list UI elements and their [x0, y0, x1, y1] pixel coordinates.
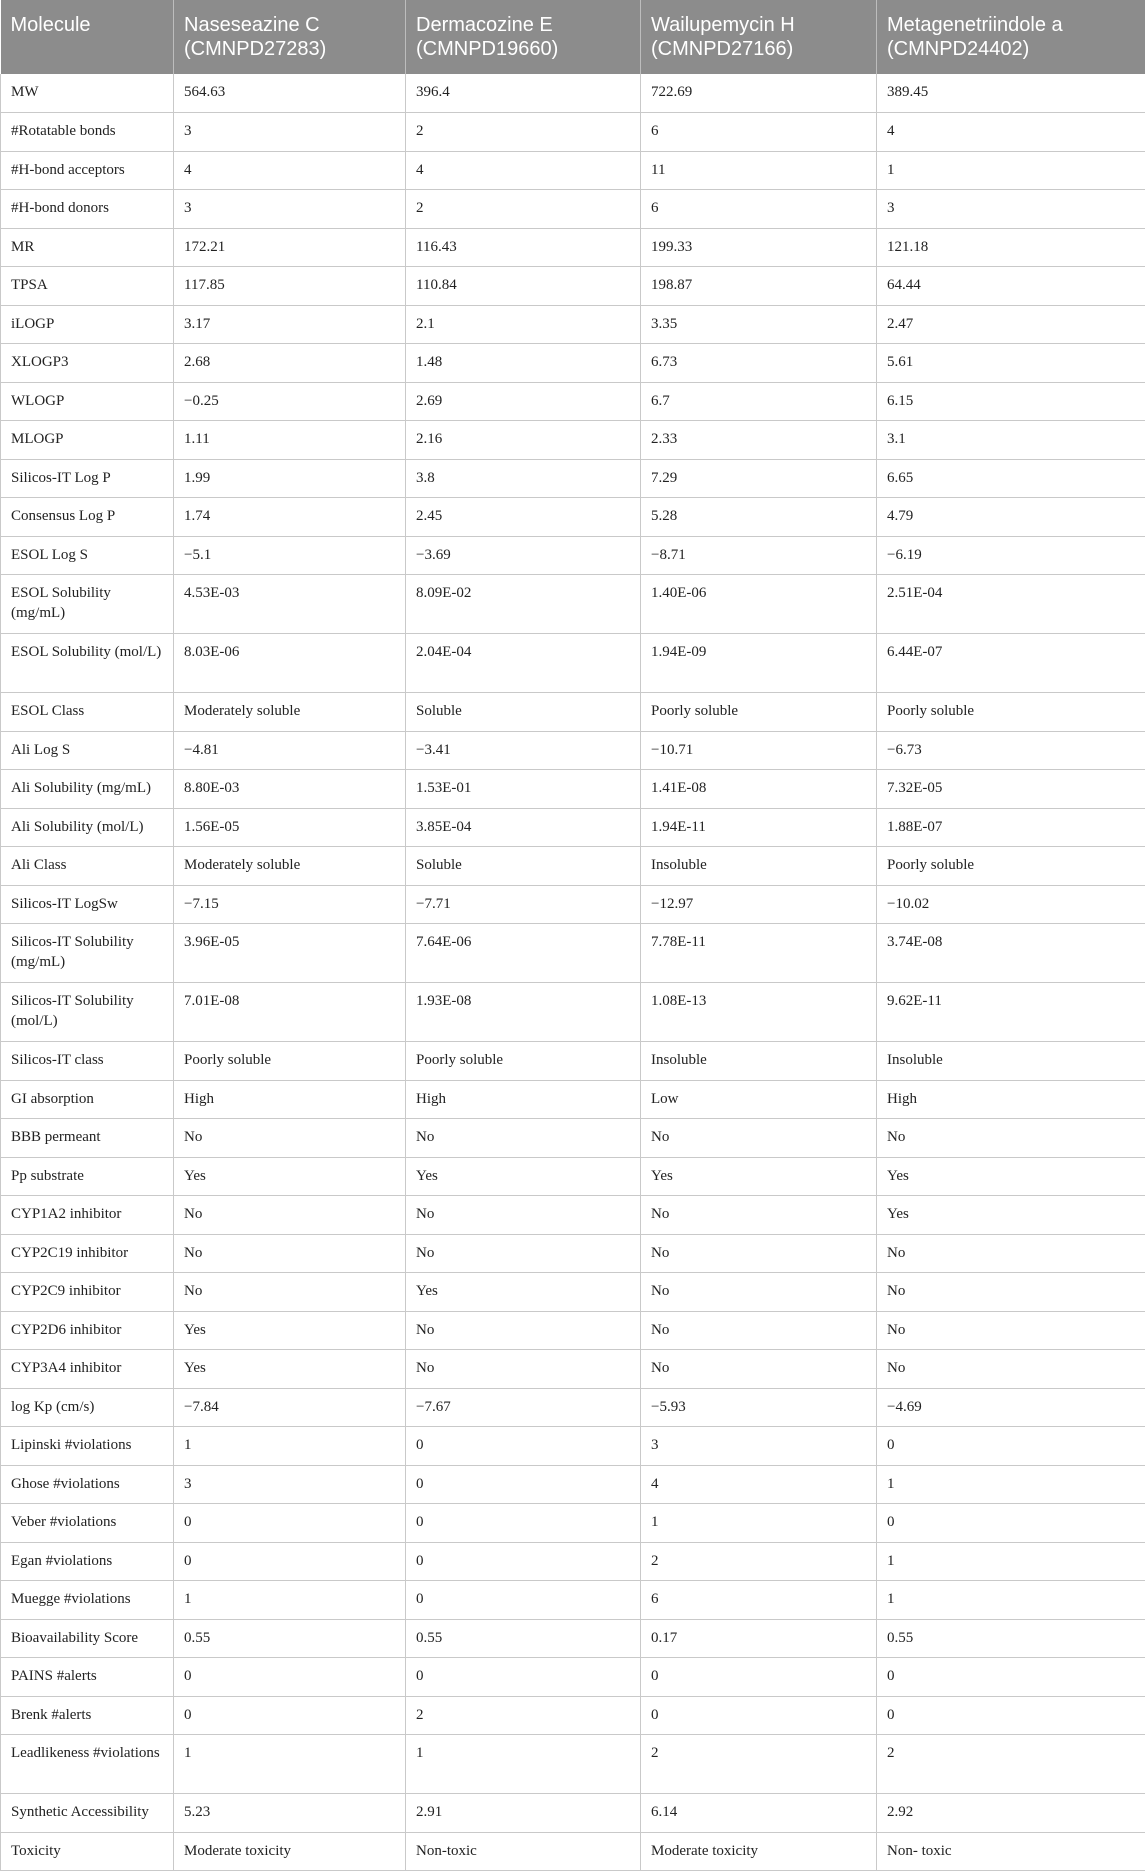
table-row	[1, 1832, 1145, 1871]
property-value: 0	[406, 1542, 641, 1581]
table-row	[1, 1119, 1145, 1158]
property-label: CYP2C19 inhibitor	[1, 1234, 174, 1273]
property-value: 6.14	[641, 1794, 877, 1833]
property-value: 1.41E-08	[641, 770, 877, 809]
header-compound-2: Dermacozine E (CMNPD19660)	[406, 0, 641, 74]
table-row	[1, 1658, 1145, 1697]
property-value: 0	[406, 1658, 641, 1697]
property-label: Muegge #violations	[1, 1581, 174, 1620]
property-value: 4	[877, 113, 1145, 152]
property-value: 0.17	[641, 1619, 877, 1658]
property-value: −6.19	[877, 536, 1145, 575]
property-label: iLOGP	[1, 305, 174, 344]
property-value: No	[877, 1350, 1145, 1389]
property-value: 3	[174, 113, 406, 152]
property-value: −4.69	[877, 1388, 1145, 1427]
table-row	[1, 693, 1145, 732]
table-row	[1, 267, 1145, 306]
property-value: 396.4	[406, 74, 641, 113]
property-value: 1	[877, 1581, 1145, 1620]
property-value: 1.74	[174, 498, 406, 537]
property-value: High	[406, 1080, 641, 1119]
property-value: Yes	[406, 1273, 641, 1312]
property-value: 0	[877, 1658, 1145, 1697]
property-label: Bioavailability Score	[1, 1619, 174, 1658]
property-label: ESOL Log S	[1, 536, 174, 575]
property-value: −7.15	[174, 885, 406, 924]
property-label: CYP1A2 inhibitor	[1, 1196, 174, 1235]
property-value: Poorly soluble	[877, 693, 1145, 732]
property-label: Consensus Log P	[1, 498, 174, 537]
table-row	[1, 459, 1145, 498]
property-value: Non-toxic	[406, 1832, 641, 1871]
property-value: 0	[174, 1542, 406, 1581]
property-value: −6.73	[877, 731, 1145, 770]
property-value: 0.55	[174, 1619, 406, 1658]
property-value: 2.92	[877, 1794, 1145, 1833]
property-value: 7.32E-05	[877, 770, 1145, 809]
property-value: 8.03E-06	[174, 634, 406, 693]
property-value: 0	[174, 1658, 406, 1697]
property-value: 8.80E-03	[174, 770, 406, 809]
property-value: −10.02	[877, 885, 1145, 924]
table-row	[1, 1388, 1145, 1427]
property-value: 5.61	[877, 344, 1145, 383]
property-value: No	[406, 1119, 641, 1158]
table-row	[1, 1696, 1145, 1735]
header-compound-3: Wailupemycin H (CMNPD27166)	[641, 0, 877, 74]
property-value: Insoluble	[641, 847, 877, 886]
property-value: 389.45	[877, 74, 1145, 113]
property-value: 0	[406, 1427, 641, 1466]
property-value: 4	[641, 1465, 877, 1504]
table-row	[1, 1234, 1145, 1273]
table-row	[1, 74, 1145, 113]
property-value: 4	[406, 151, 641, 190]
property-value: 6.73	[641, 344, 877, 383]
property-value: 1.48	[406, 344, 641, 383]
property-value: Poorly soluble	[641, 693, 877, 732]
property-label: ESOL Solubility (mg/mL)	[1, 575, 174, 634]
property-value: Poorly soluble	[174, 1042, 406, 1081]
table-row	[1, 1542, 1145, 1581]
property-value: Yes	[877, 1196, 1145, 1235]
table-row	[1, 1042, 1145, 1081]
property-value: 1.99	[174, 459, 406, 498]
property-value: No	[406, 1196, 641, 1235]
property-value: 117.85	[174, 267, 406, 306]
property-value: 6.44E-07	[877, 634, 1145, 693]
table-row	[1, 634, 1145, 693]
property-label: MLOGP	[1, 421, 174, 460]
property-value: No	[641, 1234, 877, 1273]
property-value: 198.87	[641, 267, 877, 306]
property-value: High	[877, 1080, 1145, 1119]
property-label: CYP3A4 inhibitor	[1, 1350, 174, 1389]
property-value: 1.56E-05	[174, 808, 406, 847]
property-value: 0.55	[406, 1619, 641, 1658]
property-value: No	[174, 1234, 406, 1273]
property-value: 1	[174, 1581, 406, 1620]
property-label: XLOGP3	[1, 344, 174, 383]
property-value: No	[174, 1119, 406, 1158]
property-value: Yes	[641, 1157, 877, 1196]
property-value: 4.53E-03	[174, 575, 406, 634]
property-value: Yes	[174, 1350, 406, 1389]
property-value: 2	[641, 1735, 877, 1794]
property-label: Leadlikeness #violations	[1, 1735, 174, 1794]
table-row	[1, 731, 1145, 770]
property-label: BBB permeant	[1, 1119, 174, 1158]
property-value: Moderately soluble	[174, 847, 406, 886]
property-value: 64.44	[877, 267, 1145, 306]
table-row	[1, 305, 1145, 344]
property-value: 2.16	[406, 421, 641, 460]
property-label: log Kp (cm/s)	[1, 1388, 174, 1427]
table-header	[1, 0, 1145, 74]
property-value: 0	[641, 1658, 877, 1697]
property-value: 2.69	[406, 382, 641, 421]
table-row	[1, 1619, 1145, 1658]
property-value: 6	[641, 190, 877, 229]
property-value: Moderately soluble	[174, 693, 406, 732]
property-value: 1	[174, 1735, 406, 1794]
property-label: Ali Log S	[1, 731, 174, 770]
property-value: Insoluble	[641, 1042, 877, 1081]
property-value: 2.45	[406, 498, 641, 537]
property-value: 121.18	[877, 228, 1145, 267]
property-value: 7.29	[641, 459, 877, 498]
table-row	[1, 1273, 1145, 1312]
property-value: −3.69	[406, 536, 641, 575]
property-value: 6.7	[641, 382, 877, 421]
property-label: Ali Class	[1, 847, 174, 886]
property-value: No	[877, 1234, 1145, 1273]
header-molecule: Molecule	[1, 0, 174, 74]
property-value: No	[406, 1311, 641, 1350]
property-value: Moderate toxicity	[174, 1832, 406, 1871]
table-row	[1, 575, 1145, 634]
property-value: 3.35	[641, 305, 877, 344]
table-row	[1, 1157, 1145, 1196]
property-label: Ali Solubility (mol/L)	[1, 808, 174, 847]
property-value: 2	[641, 1542, 877, 1581]
property-value: No	[406, 1350, 641, 1389]
property-value: 2	[406, 1696, 641, 1735]
property-value: 1.94E-09	[641, 634, 877, 693]
table-row	[1, 847, 1145, 886]
property-value: 2.91	[406, 1794, 641, 1833]
table-row	[1, 1427, 1145, 1466]
property-value: No	[641, 1119, 877, 1158]
property-value: No	[174, 1196, 406, 1235]
table-row	[1, 228, 1145, 267]
property-value: 1	[406, 1735, 641, 1794]
table-row	[1, 1080, 1145, 1119]
property-value: Poorly soluble	[406, 1042, 641, 1081]
property-value: 199.33	[641, 228, 877, 267]
property-value: −5.1	[174, 536, 406, 575]
property-label: Veber #violations	[1, 1504, 174, 1543]
property-value: 3.1	[877, 421, 1145, 460]
header-compound-1: Naseseazine C (CMNPD27283)	[174, 0, 406, 74]
table-row	[1, 1794, 1145, 1833]
property-value: 1	[877, 151, 1145, 190]
property-label: Ali Solubility (mg/mL)	[1, 770, 174, 809]
property-value: No	[641, 1273, 877, 1312]
property-value: Yes	[406, 1157, 641, 1196]
table-row	[1, 498, 1145, 537]
table-row	[1, 1311, 1145, 1350]
property-value: −7.67	[406, 1388, 641, 1427]
property-value: 2.04E-04	[406, 634, 641, 693]
property-label: Toxicity	[1, 1832, 174, 1871]
property-value: −5.93	[641, 1388, 877, 1427]
property-label: Silicos-IT class	[1, 1042, 174, 1081]
property-label: Synthetic Accessibility	[1, 1794, 174, 1833]
property-value: 722.69	[641, 74, 877, 113]
property-value: 0	[877, 1427, 1145, 1466]
table-row	[1, 421, 1145, 460]
property-value: 4	[174, 151, 406, 190]
table-row	[1, 770, 1145, 809]
property-value: Yes	[877, 1157, 1145, 1196]
property-value: 172.21	[174, 228, 406, 267]
property-value: 3	[877, 190, 1145, 229]
property-value: 1.40E-06	[641, 575, 877, 634]
property-label: WLOGP	[1, 382, 174, 421]
property-value: −7.71	[406, 885, 641, 924]
property-label: Silicos-IT LogSw	[1, 885, 174, 924]
table-row	[1, 1196, 1145, 1235]
property-value: 2	[406, 113, 641, 152]
property-label: Silicos-IT Solubility (mg/mL)	[1, 924, 174, 983]
property-value: 0	[877, 1504, 1145, 1543]
property-value: 3.74E-08	[877, 924, 1145, 983]
property-value: −3.41	[406, 731, 641, 770]
property-value: No	[174, 1273, 406, 1312]
property-value: 5.23	[174, 1794, 406, 1833]
property-value: No	[877, 1119, 1145, 1158]
property-value: Non- toxic	[877, 1832, 1145, 1871]
property-value: Soluble	[406, 693, 641, 732]
property-label: CYP2C9 inhibitor	[1, 1273, 174, 1312]
property-value: 564.63	[174, 74, 406, 113]
property-label: Silicos-IT Log P	[1, 459, 174, 498]
table-row	[1, 885, 1145, 924]
property-value: 110.84	[406, 267, 641, 306]
property-value: 1.08E-13	[641, 983, 877, 1042]
property-label: ESOL Class	[1, 693, 174, 732]
header-compound-4: Metagenetriindole a (CMNPD24402)	[877, 0, 1145, 74]
property-value: 4.79	[877, 498, 1145, 537]
property-label: Pp substrate	[1, 1157, 174, 1196]
property-value: High	[174, 1080, 406, 1119]
property-value: 6.15	[877, 382, 1145, 421]
table-row	[1, 536, 1145, 575]
property-value: 7.64E-06	[406, 924, 641, 983]
property-label: Lipinski #violations	[1, 1427, 174, 1466]
property-label: #H-bond donors	[1, 190, 174, 229]
property-value: −10.71	[641, 731, 877, 770]
property-value: No	[877, 1273, 1145, 1312]
property-value: 2.47	[877, 305, 1145, 344]
property-value: −4.81	[174, 731, 406, 770]
property-label: Silicos-IT Solubility (mol/L)	[1, 983, 174, 1042]
property-value: 1	[174, 1427, 406, 1466]
property-label: GI absorption	[1, 1080, 174, 1119]
property-value: Yes	[174, 1157, 406, 1196]
property-value: No	[877, 1311, 1145, 1350]
property-label: TPSA	[1, 267, 174, 306]
property-value: 0	[406, 1581, 641, 1620]
header-row	[1, 0, 1145, 74]
property-value: 3.8	[406, 459, 641, 498]
property-value: 1.11	[174, 421, 406, 460]
property-value: 2	[406, 190, 641, 229]
property-value: 3.85E-04	[406, 808, 641, 847]
property-label: ESOL Solubility (mol/L)	[1, 634, 174, 693]
property-value: 3	[641, 1427, 877, 1466]
property-label: MR	[1, 228, 174, 267]
table-row	[1, 983, 1145, 1042]
property-value: 0	[877, 1696, 1145, 1735]
property-value: 0.55	[877, 1619, 1145, 1658]
property-value: 0	[174, 1696, 406, 1735]
property-value: 3.96E-05	[174, 924, 406, 983]
property-value: No	[406, 1234, 641, 1273]
property-value: No	[641, 1196, 877, 1235]
property-value: −12.97	[641, 885, 877, 924]
property-value: Low	[641, 1080, 877, 1119]
table-body	[1, 74, 1145, 1871]
property-value: 9.62E-11	[877, 983, 1145, 1042]
property-value: −0.25	[174, 382, 406, 421]
property-value: 3.17	[174, 305, 406, 344]
property-value: 1.93E-08	[406, 983, 641, 1042]
property-value: 5.28	[641, 498, 877, 537]
property-label: PAINS #alerts	[1, 1658, 174, 1697]
table-row	[1, 1504, 1145, 1543]
property-value: Poorly soluble	[877, 847, 1145, 886]
table-row	[1, 190, 1145, 229]
property-value: 2.51E-04	[877, 575, 1145, 634]
property-label: #Rotatable bonds	[1, 113, 174, 152]
property-label: Ghose #violations	[1, 1465, 174, 1504]
property-label: MW	[1, 74, 174, 113]
property-value: 1	[877, 1465, 1145, 1504]
property-value: No	[641, 1350, 877, 1389]
property-value: 7.78E-11	[641, 924, 877, 983]
table-row	[1, 344, 1145, 383]
table-row	[1, 1581, 1145, 1620]
property-value: 3	[174, 190, 406, 229]
property-value: 1	[877, 1542, 1145, 1581]
property-value: 0	[406, 1465, 641, 1504]
table-row	[1, 113, 1145, 152]
table-row	[1, 382, 1145, 421]
property-value: 1	[641, 1504, 877, 1543]
property-value: 11	[641, 151, 877, 190]
property-value: −8.71	[641, 536, 877, 575]
property-value: −7.84	[174, 1388, 406, 1427]
property-value: No	[641, 1311, 877, 1350]
property-value: 0	[641, 1696, 877, 1735]
property-value: Insoluble	[877, 1042, 1145, 1081]
property-value: 6	[641, 1581, 877, 1620]
property-value: 2.1	[406, 305, 641, 344]
property-value: Moderate toxicity	[641, 1832, 877, 1871]
property-value: Soluble	[406, 847, 641, 886]
property-value: 7.01E-08	[174, 983, 406, 1042]
property-value: 0	[174, 1504, 406, 1543]
property-label: Brenk #alerts	[1, 1696, 174, 1735]
property-label: Egan #violations	[1, 1542, 174, 1581]
table-row	[1, 1350, 1145, 1389]
property-value: 2	[877, 1735, 1145, 1794]
property-value: 116.43	[406, 228, 641, 267]
property-value: 3	[174, 1465, 406, 1504]
table-row	[1, 924, 1145, 983]
property-value: 2.68	[174, 344, 406, 383]
property-label: #H-bond acceptors	[1, 151, 174, 190]
property-value: Yes	[174, 1311, 406, 1350]
table-row	[1, 1465, 1145, 1504]
table-row	[1, 808, 1145, 847]
property-value: 6	[641, 113, 877, 152]
property-value: 1.53E-01	[406, 770, 641, 809]
property-value: 8.09E-02	[406, 575, 641, 634]
property-value: 1.88E-07	[877, 808, 1145, 847]
table-row	[1, 1735, 1145, 1794]
property-value: 2.33	[641, 421, 877, 460]
property-value: 1.94E-11	[641, 808, 877, 847]
property-value: 0	[406, 1504, 641, 1543]
table-row	[1, 151, 1145, 190]
property-label: CYP2D6 inhibitor	[1, 1311, 174, 1350]
property-value: 6.65	[877, 459, 1145, 498]
